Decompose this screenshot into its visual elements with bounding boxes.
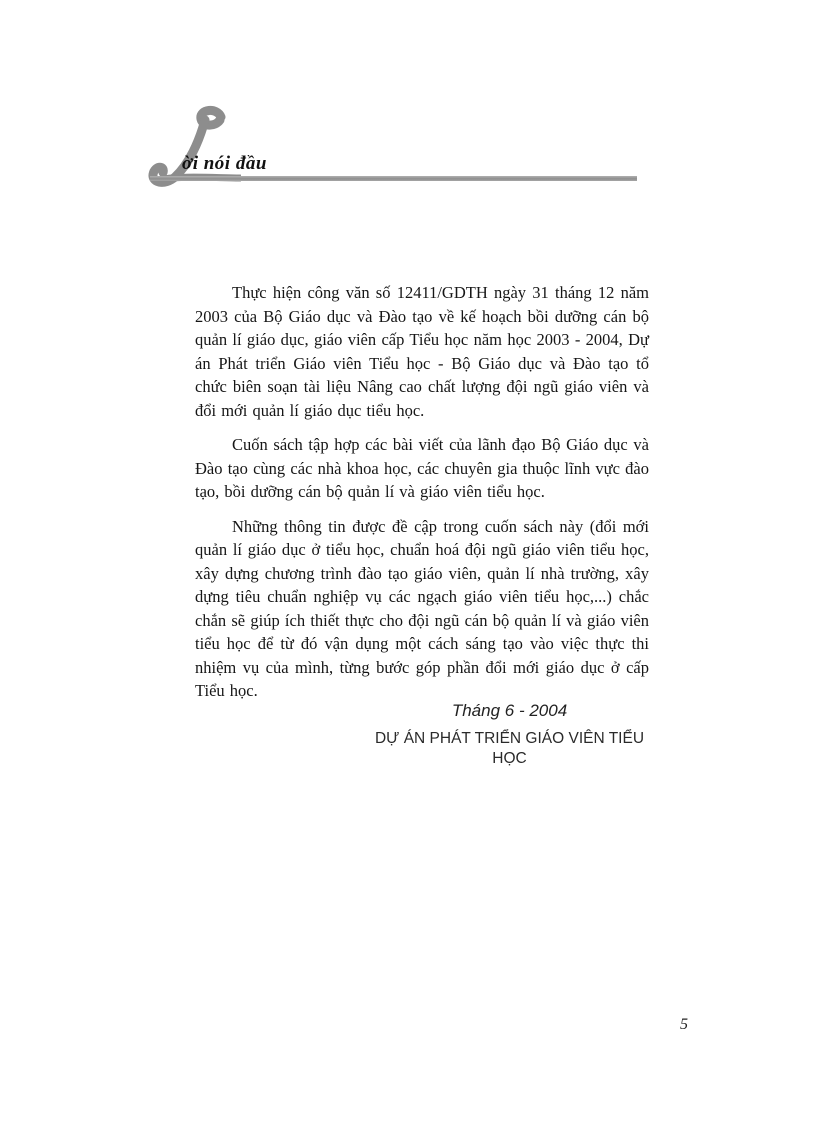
drop-cap-script-l-icon	[141, 104, 241, 196]
signature-organization: DỰ ÁN PHÁT TRIỂN GIÁO VIÊN TIỂU HỌC	[374, 730, 645, 767]
signature-date: Tháng 6 - 2004	[451, 701, 568, 720]
preface-paragraph-1: Thực hiện công văn số 12411/GDTH ngày 31 tháng 12 năm 2003 của Bộ Giáo dục và Đào tạo về kế hoạch bồi dưỡng cán bộ quản lí giáo dục, giáo viên cấp Tiểu học năm học 2003 - 2004, Dự án Phát triển Giáo viên Tiểu học - Bộ Giáo dục và Đào tạo tổ chức biên soạn tài liệu Nâng cao chất lượng đội ngũ giáo viên và đổi mới quản lí giáo dục tiểu học.	[195, 283, 649, 420]
header-rule	[150, 176, 637, 181]
page-number: 5	[680, 1016, 688, 1033]
chapter-header	[0, 0, 816, 200]
chapter-title-text: ời nói đầu	[182, 153, 267, 174]
preface-body	[195, 281, 649, 714]
signature-block	[372, 701, 647, 769]
preface-paragraph-3: Những thông tin được đề cập trong cuốn sách này (đổi mới quản lí giáo dục ở tiểu học, chuẩn hoá đội ngũ giáo viên tiểu học, xây dựng chương trình đào tạo giáo viên, quản lí nhà trường, xây dựng tiêu chuẩn nghiệp vụ các ngạch giáo viên tiểu học,...) chắc chắn sẽ giúp ích thiết thực cho đội ngũ cán bộ quản lí và giáo viên tiểu học để từ đó vận dụng một cách sáng tạo vào việc thực thi nhiệm vụ của mình, từng bước góp phần đổi mới giáo dục ở cấp Tiểu học.	[195, 516, 649, 700]
preface-paragraph-2: Cuốn sách tập hợp các bài viết của lãnh đạo Bộ Giáo dục và Đào tạo cùng các nhà khoa học, các chuyên gia thuộc lĩnh vực đào tạo, bồi dưỡng cán bộ quản lí và giáo viên tiểu học.	[195, 435, 649, 501]
